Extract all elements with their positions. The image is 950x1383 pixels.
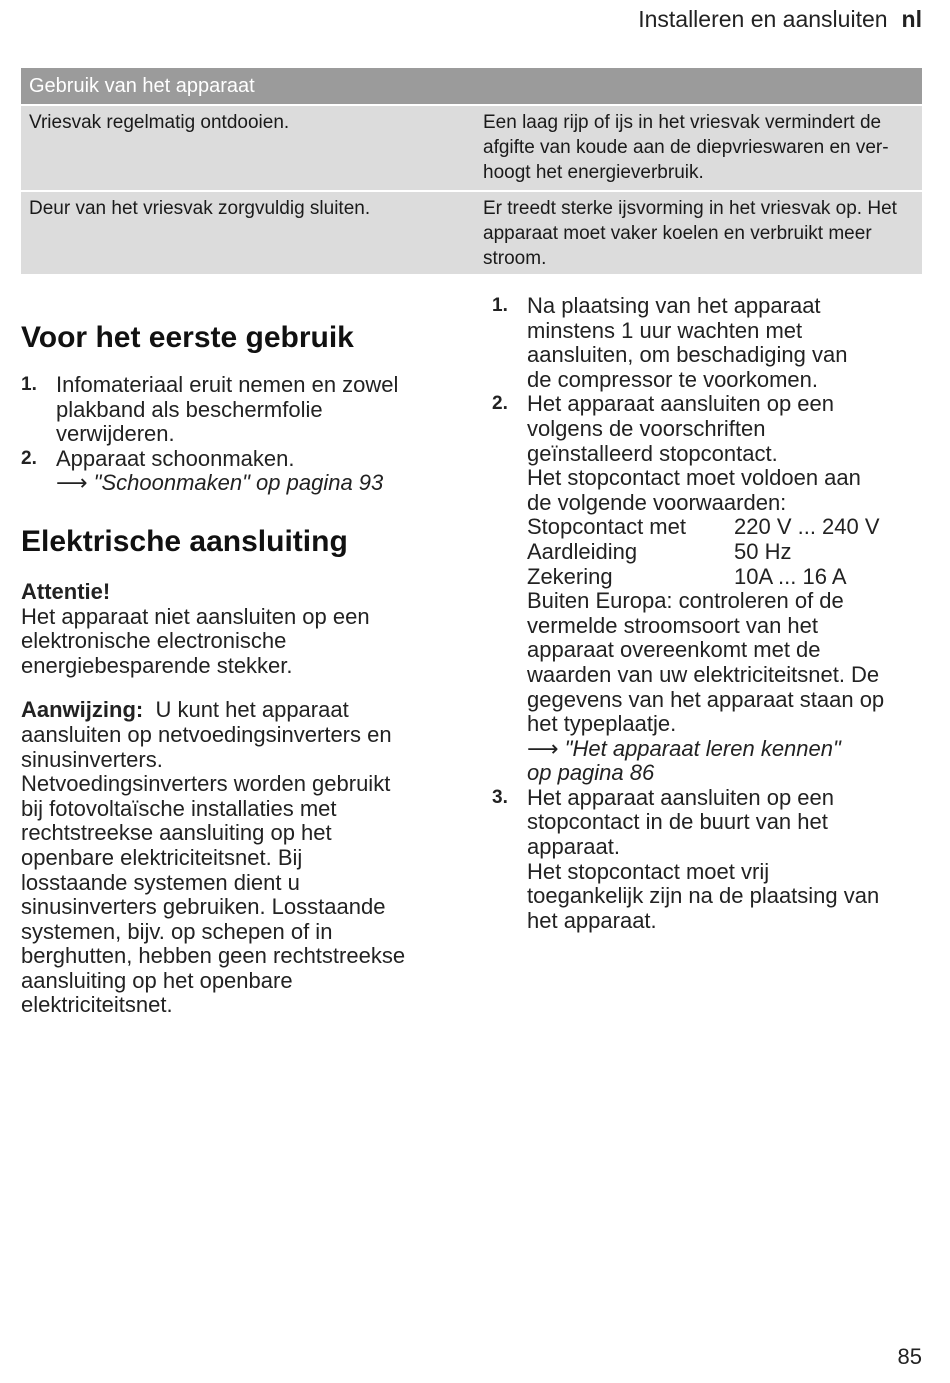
- list-item: [21, 447, 461, 496]
- step-number: 1.: [21, 374, 37, 395]
- table-row: [21, 104, 922, 190]
- left-column: [21, 318, 461, 1018]
- arrow-icon: ⟶: [527, 735, 559, 761]
- table-cell-effect: [475, 106, 922, 190]
- right-column: [492, 294, 932, 933]
- step-number: 3.: [492, 786, 508, 808]
- text-line: het apparaat.: [527, 907, 657, 933]
- text-line: vermelde stroomsoort van het: [527, 612, 819, 638]
- text-line: Buiten Europa: controleren of de: [527, 588, 844, 614]
- text-line: Het apparaat niet aansluiten op een: [21, 603, 370, 629]
- spec-row: [527, 540, 932, 565]
- spec-key: Stopcontact met: [527, 514, 686, 540]
- spec-value: 10A ... 16 A: [734, 563, 847, 589]
- connection-steps: [492, 294, 932, 933]
- text-line: Infomateriaal eruit nemen en zowel: [56, 372, 399, 397]
- text-line: Apparaat schoonmaken.: [56, 445, 295, 471]
- text-line: stroom.: [483, 248, 547, 269]
- text-line: bij fotovoltaïsche installaties met: [21, 795, 337, 821]
- text-line: U kunt het apparaat: [155, 697, 349, 723]
- text-line: elektriciteitsnet.: [21, 992, 173, 1018]
- step-number: 2.: [492, 393, 508, 415]
- text-line: gegevens van het apparaat staan op: [527, 686, 885, 712]
- text-line: hoogt het energieverbruik.: [483, 162, 704, 183]
- text-line: volgens de voorschriften: [527, 415, 766, 441]
- header-section: Installeren en aansluiten: [638, 6, 888, 32]
- text-line: rechtstreekse aansluiting op het: [21, 820, 332, 846]
- running-header: [638, 6, 922, 33]
- text-line: apparaat overeenkomt met de: [527, 637, 821, 663]
- text-line: de volgende voorwaarden:: [527, 489, 787, 515]
- text-line: Het apparaat aansluiten op een: [527, 391, 835, 417]
- note-label: Aanwijzing:: [21, 697, 144, 723]
- text-line: het typeplaatje.: [527, 711, 677, 737]
- text-line: geïnstalleerd stopcontact.: [527, 440, 778, 466]
- text-line: minstens 1 uur wachten met: [527, 317, 803, 343]
- text-line: Netvoedingsinverters worden gebruikt: [21, 771, 391, 797]
- table-cell-action: Vriesvak regelmatig ontdooien.: [29, 112, 290, 133]
- text-line: losstaande systemen dient u: [21, 869, 300, 895]
- step-number: 1.: [492, 295, 508, 316]
- text-line: energiebesparende stekker.: [21, 652, 293, 678]
- header-language: nl: [901, 6, 922, 32]
- text-line: de compressor te voorkomen.: [527, 366, 819, 392]
- text-line: waarden van uw elektriciteitsnet. De: [527, 661, 880, 687]
- text-line: Een laag rijp of ijs in het vriesvak vermindert de: [483, 112, 882, 133]
- cross-reference-link[interactable]: [56, 471, 461, 496]
- table-cell-effect: [475, 192, 922, 274]
- attention-label: Attentie!: [21, 578, 111, 604]
- text-line: sinusinverters.: [21, 746, 163, 772]
- list-item: [492, 392, 932, 786]
- text-line: stopcontact in de buurt van het: [527, 809, 828, 835]
- cross-reference-text: "Het apparaat leren kennen": [564, 735, 841, 761]
- usage-table: [21, 68, 922, 274]
- list-item: [21, 373, 461, 447]
- cross-reference-page: op pagina 86: [527, 760, 655, 786]
- text-line: verwijderen.: [56, 421, 175, 447]
- text-line: aansluiting op het openbare: [21, 967, 293, 993]
- text-line: plakband als beschermfolie: [56, 396, 323, 422]
- cross-reference-link[interactable]: [527, 737, 932, 786]
- text-line: apparaat.: [527, 834, 620, 860]
- arrow-icon: ⟶: [56, 470, 88, 496]
- text-line: toegankelijk zijn na de plaatsing van: [527, 883, 880, 909]
- first-use-steps: [21, 373, 461, 496]
- table-heading: Gebruik van het apparaat: [21, 68, 922, 104]
- text-line: sinusinverters gebruiken. Losstaande: [21, 894, 386, 920]
- spec-row: [527, 565, 932, 590]
- table-cell-action: Deur van het vriesvak zorgvuldig sluiten.: [29, 198, 371, 219]
- text-line: berghutten, hebben geen rechtstreekse: [21, 943, 406, 969]
- list-item: [492, 786, 932, 934]
- text-line: systemen, bijv. op schepen of in: [21, 918, 333, 944]
- text-line: openbare elektriciteitsnet. Bij: [21, 844, 303, 870]
- spec-value: 50 Hz: [734, 538, 792, 564]
- cross-reference-text: "Schoonmaken" op pagina 93: [93, 470, 384, 496]
- text-line: apparaat moet vaker koelen en verbruikt meer: [483, 223, 872, 244]
- spec-value: 220 V ... 240 V: [734, 514, 880, 540]
- text-line: aansluiten, om beschadiging van: [527, 342, 848, 368]
- text-line: Het stopcontact moet vrij: [527, 858, 770, 884]
- text-line: elektronische electronische: [21, 628, 287, 654]
- text-line: afgifte van koude aan de diepvrieswaren en ver-: [483, 137, 889, 158]
- spec-row: [527, 515, 932, 540]
- spec-key: Zekering: [527, 563, 613, 589]
- attention-block: [21, 580, 461, 678]
- text-line: aansluiten op netvoedingsinverters en: [21, 721, 392, 747]
- page-number: 85: [897, 1344, 922, 1369]
- text-line: Er treedt sterke ijsvorming in het vriesvak op. Het: [483, 198, 897, 219]
- table-row: [21, 190, 922, 274]
- spec-key: Aardleiding: [527, 538, 638, 564]
- section-title-first-use: Voor het eerste gebruik: [21, 321, 354, 354]
- step-number: 2.: [21, 447, 37, 469]
- text-line: Na plaatsing van het apparaat: [527, 293, 821, 318]
- list-item: [492, 294, 932, 392]
- text-line: Het apparaat aansluiten op een: [527, 784, 835, 810]
- text-line: Het stopcontact moet voldoen aan: [527, 465, 861, 491]
- note-block: [21, 698, 461, 1018]
- section-title-electrical: Elektrische aansluiting: [21, 524, 348, 558]
